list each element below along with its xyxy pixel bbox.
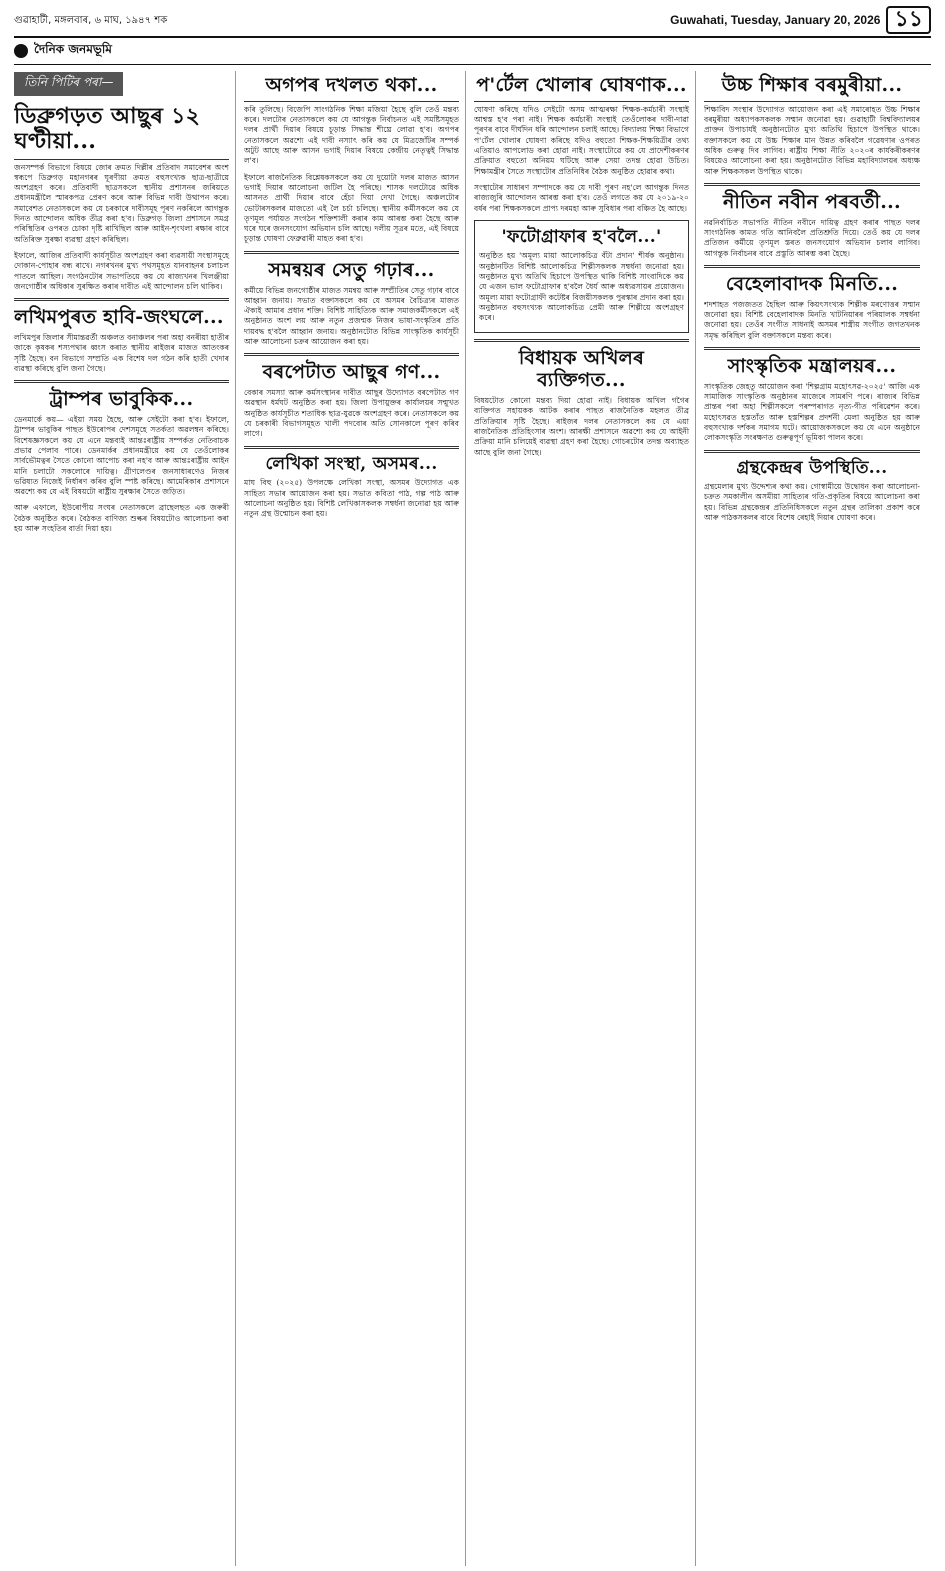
article-body: ইফালে, আজিৰ প্ৰতিবাদী কাৰ্যসূচীত অংশগ্ৰহণ কৰা ব্যৱসায়ী সংস্থাসমূহে দোকান-পোহাৰ বন্ধ ৰাখে। নগৰখনৰ মুখ্য পথসমূহত যানবাহনৰ চলাচল পাতলে আছিল। সংগঠনটোৰ সভাপতিয়ে কয় যে ৰাজ্যখনৰ খিলঞ্জীয়া জনগোষ্ঠীৰ অধিকাৰ সুৰক্ষিত কৰাৰ দাবীত এই আন্দোলন চলি থাকিব। <box>14 250 229 291</box>
divider <box>14 159 229 160</box>
assamese-dateline: গুৱাহাটী, মঙ্গলবাৰ, ৬ মাঘ, ১৯৪৭ শক <box>14 14 168 26</box>
headline-trump: ট্ৰাম্পৰ ভাবুকিক... <box>49 388 194 411</box>
article-body: ইফালে ৰাজনৈতিক বিশ্লেষকসকলে কয় যে দুয়োটা দলৰ মাজত আসন ভগাই দিয়াৰ আলোচনা জটিল হৈ পৰিছে। শাসক দলটোৱে অধিক আসনত প্ৰাৰ্থী দিয়াৰ বাবে হেঁচা দিয়া দেখা গৈছে। অঞ্চলটোৰ ভোটাৰসকলৰ মাজতো এই লৈ চৰ্চা চলিছে। স্থানীয় কৰ্মীসকলে কয় যে তৃণমূল পৰ্যায়ত সংগঠন শক্তিশালী কৰাৰ কাম আৰম্ভ কৰা হৈছে আৰু ঘৰে ঘৰে জনসংযোগ অভিযান চলি আছে। দলীয় সূত্ৰৰ মতে, এই বিষয়ে চূড়ান্ত ঘোষণা ফেব্ৰুৱাৰী মাহত কৰা হ'ব। <box>244 172 459 244</box>
english-dateline-group <box>670 6 931 34</box>
headline-higher-education: উচ্চ শিক্ষাৰ বৰমুৰীয়া... <box>721 74 903 96</box>
article-body: গ্ৰন্থমেলাৰ মুখ্য উদ্দেশ্যৰ কথা কয়। গোস্বামীয়ে উদ্বোধন কৰা আলোচনা-চক্ৰত সমকালীন অসমীয়া সাহিত্যৰ গতি-প্ৰকৃতিৰ বিষয়ে আলোচনা কৰা হয়। বিভিন্ন গ্ৰন্থকেন্দ্ৰৰ প্ৰতিনিধিসকলে নতুন গ্ৰন্থৰ তালিকা প্ৰকাশ কৰে আৰু পাঠকসকলৰ বাবে বিশেষ ৰেহাই দিয়াৰ ঘোষণা কৰে। <box>704 482 920 523</box>
divider <box>704 450 920 453</box>
divider <box>244 446 459 449</box>
column-3 <box>474 71 696 1566</box>
article-body: নৱনিৰ্বাচিত সভাপতি নীতিন নবীনে দায়িত্ব গ্ৰহণ কৰাৰ পাছত দলৰ সাংগঠনিক কামত গতি আনিবলৈ প্ৰতিশ্ৰুতি দিয়ে। তেওঁ কয় যে দলৰ প্ৰতিজন কৰ্মীয়ে তৃণমূল স্তৰত জনসংযোগ অভিযান চলাব লাগিব। আগন্তুক নিৰ্বাচনৰ বাবে প্ৰস্তুতি আৰম্ভ কৰা হৈছে। <box>704 217 920 258</box>
section-label: তিনি পিটিৰ পৰা— <box>14 72 123 96</box>
article-body: মাঘ বিহু (২০২৫) উপলক্ষে লেখিকা সংস্থা, অসমৰ উদ্যোগত এক সাহিত্য সভাৰ আয়োজন কৰা হয়। সভাত কবিতা পাঠ, গল্প পাঠ আৰু আলোচনা অনুষ্ঠিত হয়। বিশিষ্ট লেখিকাসকলক সম্বৰ্ধনা জনোৱা হয় আৰু নতুন গ্ৰন্থ উন্মোচন কৰা হয়। <box>244 478 459 519</box>
article-body: জনসম্পৰ্ক বিভাগে বিষয়ে জোৰ ক্ৰমত দিল্লীৰ প্ৰতিবাদ সমাবেশৰ অংশ স্বৰূপে ডিব্ৰুগড় মহানগৰৰ ঘূৰণীয়া ক্ৰমত বহুসংখ্যক ছাত্ৰ-ছাত্ৰীয়ে অংশগ্ৰহণ কৰে। প্ৰতিবাদী ছাত্ৰসকলে স্থানীয় প্ৰশাসনৰ জৰিয়তে প্ৰধানমন্ত্ৰীলৈ স্মাৰকপত্ৰ প্ৰেৰণ কৰে আৰু বিভিন্ন দাবী উত্থাপন কৰে। সমাবেশত নেতাসকলে কয় যে চৰকাৰে দাবীসমূহ পূৰণ নকৰিলে আগন্তুক দিনত আন্দোলন অধিক তীব্ৰ কৰা হ'ব। ডিব্ৰুগড় জিলা প্ৰশাসনে সমগ্ৰ পৰিস্থিতিৰ ওপৰত চোকা দৃষ্টি ৰাখিছিল আৰু আইন-শৃংখলা ৰক্ষাৰ বাবে অতিৰিক্ত সুৰক্ষা ব্যৱস্থা গ্ৰহণ কৰিছিল। <box>14 162 229 244</box>
headline-photographer: 'ফটোগ্ৰাফাৰ হ'বলৈ...' <box>501 226 662 247</box>
divider <box>14 380 229 383</box>
headline-nitin-nabin: নীতিন নবীন পৰবৰ্তী... <box>723 190 901 213</box>
headline-lekhika: লেখিকা সংস্থা, অসমৰ... <box>265 453 438 474</box>
divider <box>474 101 689 102</box>
headline-portal: প'ৰ্টেল খোলাৰ ঘোষণাক... <box>476 74 687 96</box>
article-body: সংস্থাটোৰ সাধাৰণ সম্পাদকে কয় যে দাবী পূৰণ নহ'লে আগন্তুক দিনত ৰাজ্যজুৰি আন্দোলন আৰম্ভ কৰা হ'ব। তেওঁ লগতে কয় যে ২০১৯-২০ বৰ্ষৰ পৰা শিক্ষকসকলে প্ৰাপ্য দৰমহা আৰু সুবিধাৰ পৰা বঞ্চিত হৈ আছে। <box>474 182 689 213</box>
headline-granthakendra: গ্ৰন্থকেন্দ্ৰৰ উপস্থিতি... <box>736 457 888 478</box>
column-2 <box>244 71 466 1566</box>
divider <box>244 101 459 102</box>
column-1 <box>14 71 236 1566</box>
headline-samanvay: সমন্বয়ৰ সেতু গঢ়াৰ... <box>268 258 435 281</box>
article-body: সাংস্কৃতিক জেহতু আয়োজন কৰা 'শিল্পগ্ৰাম মহোৎসৱ-২০২৫' আজি এক সামাজিক সাংস্কৃতিক অনুষ্ঠানৰ মাজেৰে সামৰণি পৰে। ৰাজ্যৰ বিভিন্ন প্ৰান্তৰ পৰা অহা শিল্পীসকলে পৰম্পৰাগত নৃত্য-গীত পৰিৱেশন কৰে। মহোৎসৱত হস্ততাঁত আৰু হস্তশিল্পৰ প্ৰদৰ্শনী মেলা অনুষ্ঠিত হয় আৰু বহুসংখ্যক দৰ্শকৰ সমাগম ঘটে। আয়োজকসকলে কয় যে এনে অনুষ্ঠানে লোকসংস্কৃতি সংৰক্ষণত গুৰুত্বপূৰ্ণ ভূমিকা পালন কৰে। <box>704 381 920 443</box>
headline-akhil: বিধায়ক অখিলৰ ব্যক্তিগত... <box>518 347 645 392</box>
masthead-top <box>14 6 931 34</box>
article-body: শিক্ষাবিদ সংস্থাৰ উদ্যোগত আয়োজন কৰা এই সমাৰোহত উচ্চ শিক্ষাৰ বৰমুৰীয়া অধ্যাপকসকলক সম্মান জনোৱা হয়। গুৱাহাটী বিশ্ববিদ্যালয়ৰ প্ৰাক্তন উপাচাৰ্যই অনুষ্ঠানটোত মুখ্য অতিথি হিচাপে উপস্থিত থাকে। বক্তাসকলে কয় যে উচ্চ শিক্ষাৰ মান উন্নত কৰিবলৈ গৱেষণাৰ ওপৰত অধিক গুৰুত্ব দিব লাগিব। ৰাষ্ট্ৰীয় শিক্ষা নীতি ২০২০ৰ কাৰ্যকৰীকৰণৰ বিষয়েও আলোচনা কৰা হয়। অনুষ্ঠানটোত বিভিন্ন মহাবিদ্যালয়ৰ অধ্যক্ষ আৰু শিক্ষকসকল উপস্থিত থাকে। <box>704 104 920 176</box>
article-body: ডেনমাৰ্কে কয়— এইয়া সময় হৈছে, আৰু সেইটো কৰা হ'ব। ইফালে, ট্ৰাম্পৰ ভাবুকিৰ পাছত ইউৰোপৰ দেশসমূহে সতৰ্কতা অৱলম্বন কৰিছে। বিশেষজ্ঞসকলে কয় যে এনে মন্তব্যই আন্তঃৰাষ্ট্ৰীয় সম্পৰ্কত নেতিবাচক প্ৰভাৱ পেলাব পাৰে। ডেনমাৰ্কৰ প্ৰধানমন্ত্ৰীয়ে কয় যে তেওঁলোকৰ সাৰ্বভৌমত্বৰ সৈতে কোনো আপোচ কৰা নহ'ব আৰু আন্তঃৰাষ্ট্ৰীয় আইন মানি চলাটো সকলোৰে দায়িত্ব। গ্ৰীণলেণ্ডৰ জনসাধাৰণেও নিজৰ ভৱিষ্যত নিজেই নিৰ্ধাৰণ কৰিব বুলি স্পষ্ট কৰিছে। আমেৰিকাৰ প্ৰশাসনে অৱশ্যে কয় যে এই বিষয়টো ৰাষ্ট্ৰীয় সুৰক্ষাৰ সৈতে জড়িত। <box>14 415 229 497</box>
divider <box>704 265 920 268</box>
divider <box>244 353 459 356</box>
article-body: কৰ্মীয়ে বিভিন্ন জনগোষ্ঠীৰ মাজত সমন্বয় আৰু সম্প্ৰীতিৰ সেতু গঢ়াৰ বাবে আহ্বান জনায়। সভাত বক্তাসকলে কয় যে অসমৰ বৈচিত্ৰ্যৰ মাজত ঐক্যই আমাৰ প্ৰধান শক্তি। বিশিষ্ট সাহিত্যিক আৰু সমাজকৰ্মীসকলে এই অনুষ্ঠানত অংশ লয় আৰু নতুন প্ৰজন্মক নিজৰ ভাষা-সংস্কৃতিৰ প্ৰতি দায়বদ্ধ হ'বলৈ আহ্বান জনায়। অনুষ্ঠানটোত বিভিন্ন সাংস্কৃতিক কাৰ্যসূচী আৰু আলোচনা চক্ৰৰ আয়োজন কৰা হয়। <box>244 285 459 347</box>
divider <box>14 298 229 301</box>
headline-dibrugarh: ডিব্ৰুগড়ত আছুৰ ১২ ঘণ্টীয়া... <box>14 103 201 155</box>
article-body: বেকাৰ সমস্যা আৰু কৰ্মসংস্থানৰ দাবীত আছুৰ উদ্যোগত বৰপেটাত গণ অৱস্থান ধৰ্মঘট অনুষ্ঠিত কৰা হয়। জিলা উপায়ুক্তৰ কাৰ্যালয়ৰ সন্মুখত অনুষ্ঠিত কাৰ্যসূচীত শতাধিক ছাত্ৰ-যুৱকে অংশগ্ৰহণ কৰে। নেতাসকলে কয় যে চৰকাৰী বিভাগসমূহত খালী পদবোৰ অতি সোনকালে পূৰণ কৰিব লাগে। <box>244 388 459 439</box>
divider <box>474 339 689 342</box>
page-number: ১১ <box>886 6 931 34</box>
headline-agp: অগপৰ দখলত থকা... <box>265 74 438 96</box>
headline-lakhimpur: লখিমপুৰত হাবি-জংঘলে... <box>14 306 224 329</box>
divider <box>704 183 920 186</box>
article-body: কৰি তুলিছে। বিজেপি সাংগঠনিক শিক্ষা মজিয়া হৈছে বুলি তেওঁ মন্তব্য কৰে। দলটোৰ নেতাসকলে কয় যে আগন্তুক নিৰ্বাচনত এই সমষ্টিসমূহত দলৰ প্ৰাৰ্থী দিয়াৰ বিষয়ে চূড়ান্ত সিদ্ধান্ত শীঘ্ৰে লোৱা হ'ব। অগপৰ নেতাসকলে অৱশ্যে এই দাবী নস্যাৎ কৰি কয় যে মিত্ৰজোঁটৰ সম্পৰ্ক অটুট আছে আৰু আসন ভগাই দিয়াৰ বিষয়ে কেন্দ্ৰীয় নেতৃত্বই সিদ্ধান্ত ল'ব। <box>244 104 459 166</box>
headline-barpeta: বৰপেটাত আছুৰ গণ... <box>262 361 441 384</box>
divider <box>704 347 920 350</box>
paper-name: দৈনিক জনমভূমি <box>34 42 112 56</box>
photographer-story-box <box>474 220 689 334</box>
article-body: বিষয়টোত কোনো মন্তব্য দিয়া হোৱা নাই। বিধায়ক অখিল গগৈৰ ব্যক্তিগত সহায়কক আটক কৰাৰ পাছত ৰাজনৈতিক মহলত তীব্ৰ প্ৰতিক্ৰিয়াৰ সৃষ্টি হৈছে। ৰাইজৰ দলৰ নেতাসকলে কয় যে এয়া ৰাজনৈতিক প্ৰতিহিংসাৰ অংশ। আৰক্ষী প্ৰশাসনে অৱশ্যে কয় যে আইনী প্ৰক্ৰিয়া মানি চলিয়েই ব্যৱস্থা গ্ৰহণ কৰা হৈছে। গোচৰটোৰ তদন্ত অব্যাহত আছে বুলি জনা গৈছে। <box>474 396 689 457</box>
divider <box>244 251 459 254</box>
article-body: শদশাহত পজজতত হৈছিল আৰু কিয়ৎসংখ্যক শিল্পীক মৰণোত্তৰ সম্মান জনোৱা হয়। বিশিষ্ট বেহেলাবাদক মিনতি খাটনিয়াৰৰ পৰিয়ালক সম্বৰ্ধনা জনোৱা হয়। তেওঁৰ সংগীত সাধনাই অসমৰ শাস্ত্ৰীয় সংগীত জগতখনক সমৃদ্ধ কৰিছিল বুলি বক্তাসকলে মন্তব্য কৰে। <box>704 299 920 340</box>
article-body: ঘোষণা কৰিছে যদিও সেইটো অসম আত্মৰক্ষা শিক্ষক-কৰ্মচাৰী সংস্থাই আশ্বস্ত হ'ব পৰা নাই। শিক্ষক কৰ্মচাৰী সংস্থাই তেওঁলোকৰ দাবী-দাৱা পূৰণৰ বাবে দীৰ্ঘদিন ধৰি আন্দোলন চলাই আছে। বিদ্যালয় শিক্ষা বিভাগে প'ৰ্টেল খোলাৰ ঘোষণা কৰিছে যদিও বহুতো শিক্ষক-শিক্ষয়িত্ৰীৰ তথ্য এতিয়াও আপলোড কৰা হোৱা নাই। সংস্থাটোৱে কয় যে প্ৰাদেশীকৰণৰ প্ৰক্ৰিয়াত বহুতো অনিয়ম ঘটিছে আৰু সেয়া তদন্ত হোৱা উচিত। শিক্ষামন্ত্ৰীৰ সৈতে সংস্থাটোৰ প্ৰতিনিধিৰ বৈঠক অনুষ্ঠিত হোৱাৰ কথা। <box>474 104 689 176</box>
english-dateline: Guwahati, Tuesday, January 20, 2026 <box>670 13 881 27</box>
article-body: লখিমপুৰ জিলাৰ সীমান্তৱৰ্তী অঞ্চলত বনাঞ্চলৰ পৰা অহা বনৰীয়া হাতীৰ জাকে কৃষকৰ শস্যপথাৰ ধ্বংস কৰাত স্থানীয় ৰাইজৰ মাজত আতংকৰ সৃষ্টি হৈছে। বন বিভাগে সম্প্ৰতি এক বিশেষ দল গঠন কৰি হাতী খেদাৰ ব্যৱস্থা কৰিছে বুলি জনা গৈছে। <box>14 333 229 373</box>
headline-minati: বেহেলাবাদক মিনতি... <box>725 272 899 295</box>
headline-culture-ministry: সাংস্কৃতিক মন্ত্ৰালয়ৰ... <box>727 354 897 377</box>
paper-logo-icon <box>14 44 28 58</box>
article-body: আৰু এফালে, ইউৰোপীয় সংঘৰ নেতাসকলে ব্ৰাছেলছত এক জৰুৰী বৈঠক অনুষ্ঠিত কৰে। বৈঠকত বাণিজ্য শুল্কৰ বিষয়টোও আলোচনা কৰা হয় আৰু সংহতিৰ বাৰ্তা দিয়া হয়। <box>14 503 229 533</box>
column-4 <box>704 71 926 1566</box>
brand-bar <box>14 36 931 65</box>
article-columns <box>14 71 931 1566</box>
article-body: অনুষ্ঠিত হয় 'অমূল্য মায়া আলোকচিত্ৰ বঁটা প্ৰদান' শীৰ্ষক অনুষ্ঠান। অনুষ্ঠানটিত বিশিষ্ট আলোকচিত্ৰ শিল্পীসকলক সম্বৰ্ধনা জনোৱা হয়। অনুষ্ঠানত মুখ্য অতিথি হিচাপে উপস্থিত থাকি বিশিষ্ট সাংবাদিকে কয় যে এজন ভাল ফটোগ্ৰাফাৰ হ'বলৈ ধৈৰ্য আৰু অধ্যৱসায়ৰ প্ৰয়োজন। অমূল্য মায়া ফটোগ্ৰাফী কটেষ্টৰ বিজয়ীসকলক পুৰস্কাৰ প্ৰদান কৰা হয়। অনুষ্ঠানত বহুসংখ্যক আলোকচিত্ৰ প্ৰেমী আৰু শিল্পীয়ে অংশগ্ৰহণ কৰে। <box>479 251 684 323</box>
divider <box>704 101 920 102</box>
